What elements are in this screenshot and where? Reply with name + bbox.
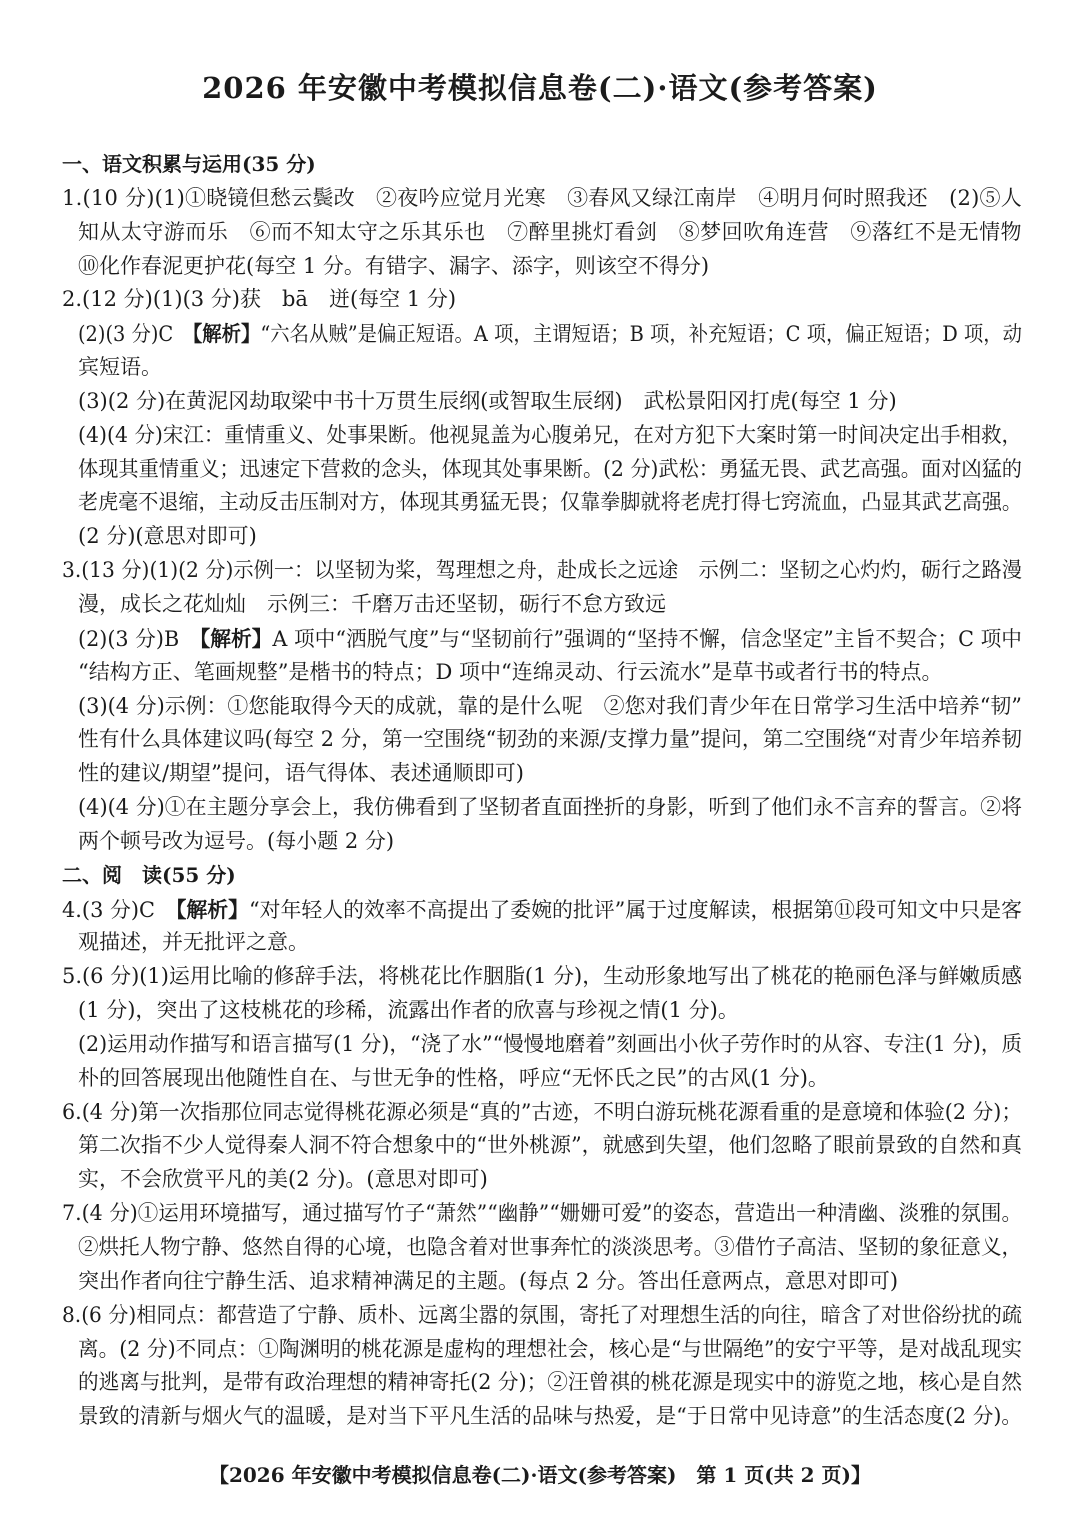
line-text: (3)(2 分)在黄泥冈劫取梁中书十万贯生辰纲(或智取生辰纲) 武松景阳冈打虎(每空 1 分) [78,388,897,413]
answer-line [78,419,1022,453]
line-text: (2)运用动作描写和语言描写(1 分)，“浇了水”“慢慢地磨着”刻画出小伙子劳作时的从容、专注(1 分)，质 [78,1031,1022,1056]
answer-line [78,825,1022,859]
section-heading [62,148,1022,182]
analysis-label: 【解析】 [192,321,261,347]
answer-line [78,1062,1022,1096]
answer-paragraph [62,690,1022,792]
answer-paragraph [62,1096,1022,1198]
page-title: 2026 年安徽中考模拟信息卷(二)·语文(参考答案) [202,71,878,105]
line-text: 景致的清新与烟火气的温暖，是对当下平凡生活的品味与热爱，是“于日常中见诗意”的生活态度(2 分)。 [78,1404,1022,1429]
answer-paragraph [62,554,1022,622]
line-text: 实，不会欣赏平凡的美(2 分)。(意思对即可) [78,1167,488,1192]
text-segment: (2)(3 分)B [78,626,200,651]
line-text: 体现其重情重义；迅速定下营救的念头，体现其处事果断。(2 分)武松：勇猛无畏、武艺高强。面对凶猛的 [78,456,1022,481]
answer-paragraph [62,622,1022,690]
answer-item [62,1096,1022,1198]
answer-item [62,283,1022,554]
answer-line [78,216,1022,250]
answer-paragraph [62,1028,1022,1096]
line-text: 突出作者向往宁静生活、追求精神满足的主题。(每点 2 分。答出任意两点，意思对即可) [78,1268,899,1293]
line-text: 性有什么具体建议吗(每空 2 分，第一空围绕“韧劲的来源/支撑力量”提问，第二空围绕“对青少年培养韧 [78,727,1022,752]
answer-line [78,351,1022,385]
answer-line [78,453,1022,487]
answer-line [78,250,1022,284]
answer-line [62,1096,1022,1130]
answer-section [62,148,1022,859]
line-text: 7.(4 分)①运用环境描写，通过描写竹子“萧然”“幽静”“姗姗可爱”的姿态，营造出一种清幽、淡雅的氛围。 [62,1201,1022,1226]
line-text: ⑩化作春泥更护花(每空 1 分。有错字、漏字、添字，则该空不得分) [78,253,710,278]
text-segment: “六名从贼”是偏正短语。A 项，主谓短语；B 项，补充短语；C 项，偏正短语；D 项，动 [260,322,1022,347]
answer-item [62,960,1022,1095]
answer-item [62,182,1022,284]
line-text: (2 分)(意思对即可) [78,524,257,549]
text-segment: 4.(3 分)C [62,897,176,922]
answer-line [78,723,1022,757]
line-text [78,317,1022,351]
answer-section [62,859,1022,1434]
line-text: (1 分)，突出了这枝桃花的珍稀，流露出作者的欣喜与珍视之情(1 分)。 [78,998,739,1023]
answer-paragraph [62,283,1022,317]
answer-line [78,1265,1022,1299]
line-text: 朴的回答展现出他随性自在、与世无争的性格，呼应“无怀氏之民”的古风(1 分)。 [78,1065,829,1090]
answer-paragraph [62,385,1022,419]
answer-item [62,1197,1022,1299]
answer-line [62,1299,1022,1333]
answer-paragraph [62,960,1022,1028]
answer-line [78,1400,1022,1434]
line-text: 漫，成长之花灿灿 示例三：千磨万击还坚韧，砺行不怠方致远 [78,591,666,616]
line-text: 宾短语。 [78,355,162,380]
answer-body [62,148,1022,1434]
line-text: 8.(6 分)相同点：都营造了宁静、质朴、远离尘嚣的氛围，寄托了对理想生活的向往，暗含了对世俗纷扰的疏 [62,1302,1022,1327]
answer-line [78,520,1022,554]
line-text: ②烘托人物宁静、悠然自得的心境，也隐含着对世事奔忙的淡淡思考。③借竹子高洁、坚韧的象征意义， [78,1235,1022,1259]
answer-paragraph [62,317,1022,385]
line-text: 离。(2 分)不同点：①陶渊明的桃花源是虚构的理想社会，核心是“与世隔绝”的安宁平等，是对战乱现实 [78,1336,1022,1361]
line-text: 性的建议/期望”提问，语气得体、表述通顺即可) [78,761,525,786]
answer-paragraph [62,791,1022,859]
answer-line [78,791,1022,825]
line-text: 2.(12 分)(1)(3 分)获 bā 迸(每空 1 分) [62,287,457,312]
answer-line [62,182,1022,216]
answer-line [78,317,1022,351]
line-text [78,622,1022,656]
answer-line [62,960,1022,994]
analysis-label: 【解析】 [199,625,273,651]
answer-paragraph [62,419,1022,554]
answer-line [62,283,1022,317]
line-text: (4)(4 分)①在主题分享会上，我仿佛看到了坚韧者直面挫折的身影，听到了他们永不言弃的誓言。②将 [78,795,1022,820]
section-heading [62,859,1022,893]
line-text: (3)(4 分)示例：①您能取得今天的成就，靠的是什么呢 ②您对我们青少年在日常学习生活中培养“韧” [78,693,1022,718]
answer-line [62,1197,1022,1231]
line-text: 6.(4 分)第一次指那位同志觉得桃花源必须是“真的”古迹，不明白游玩桃花源看重的是意境和体验(2 分)； [62,1099,1022,1124]
answer-line [78,994,1022,1028]
line-text: 1.(10 分)(1)①晓镜但愁云鬓改 ②夜吟应觉月光寒 ③春风又绿江南岸 ④明月何时照我还 (2)⑤人 [62,185,1022,210]
line-text [62,893,1022,927]
line-text: 3.(13 分)(1)(2 分)示例一：以坚韧为桨，驾理想之舟，赴成长之远途 示例二：坚韧之心灼灼，砺行之路漫 [62,558,1022,583]
line-text: 老虎毫不退缩，主动反击压制对方，体现其勇猛无畏；仅靠拳脚就将老虎打得七窍流血，凸显其武艺高强。 [78,490,1022,515]
answer-line [78,385,1022,419]
line-text: 知从太守游而乐 ⑥而不知太守之乐其乐也 ⑦醉里挑灯看剑 ⑧梦回吹角连营 ⑨落红不是无情物 [78,219,1022,244]
section-heading-text: 二、阅 读(55 分) [62,862,236,887]
answer-line [78,1366,1022,1400]
text-segment: “对年轻人的效率不高提出了委婉的批评”属于过度解读，根据第⑪段可知文中只是客 [248,897,1022,922]
answer-item [62,893,1022,961]
text-segment: (2)(3 分)C [78,322,193,347]
answer-line [78,622,1022,656]
line-text: 第二次指不少人觉得秦人洞不符合想象中的“世外桃源”，就感到失望，他们忽略了眼前景致的自然和真 [78,1133,1022,1158]
answer-paragraph [62,893,1022,961]
line-text: 观描述，并无批评之意。 [78,930,309,955]
analysis-label: 【解析】 [175,896,249,922]
answer-line [78,1231,1022,1265]
section-heading-text: 一、语文积累与运用(35 分) [62,152,316,176]
answer-line [78,757,1022,791]
answer-paragraph [62,1299,1022,1434]
text-segment: A 项中“洒脱气度”与“坚韧前行”强调的“坚持不懈，信念坚定”主旨不契合；C 项中 [272,626,1022,651]
page-footer: 【2026 年安徽中考模拟信息卷(二)·语文(参考答案) 第 1 页(共 2 页)】 [208,1463,872,1487]
answer-line [78,1163,1022,1197]
line-text: 两个顿号改为逗号。(每小题 2 分) [78,828,395,853]
answer-line [78,1333,1022,1367]
answer-line [78,1129,1022,1163]
answer-line [78,656,1022,690]
answer-line [78,1028,1022,1062]
answer-line [78,926,1022,960]
answer-item [62,554,1022,859]
line-text: “结构方正、笔画规整”是楷书的特点；D 项中“连绵灵动、行云流水”是草书或者行书的特点。 [78,659,943,684]
answer-paragraph [62,1197,1022,1299]
line-text: (4)(4 分)宋江：重情重义、处事果断。他视晁盖为心腹弟兄，在对方犯下大案时第一时间决定出手相救， [78,422,1022,447]
answer-line [62,893,1022,927]
answer-line [62,554,1022,588]
line-text: 的逃离与批判，是带有政治理想的精神寄托(2 分)；②汪曾祺的桃花源是现实中的游览之地，核心是自然 [78,1370,1022,1395]
line-text: 5.(6 分)(1)运用比喻的修辞手法，将桃花比作胭脂(1 分)，生动形象地写出了桃花的艳丽色泽与鲜嫩质感 [62,964,1022,989]
answer-line [78,588,1022,622]
answer-paragraph [62,182,1022,284]
answer-line [78,486,1022,520]
answer-line [78,690,1022,724]
answer-item [62,1299,1022,1434]
